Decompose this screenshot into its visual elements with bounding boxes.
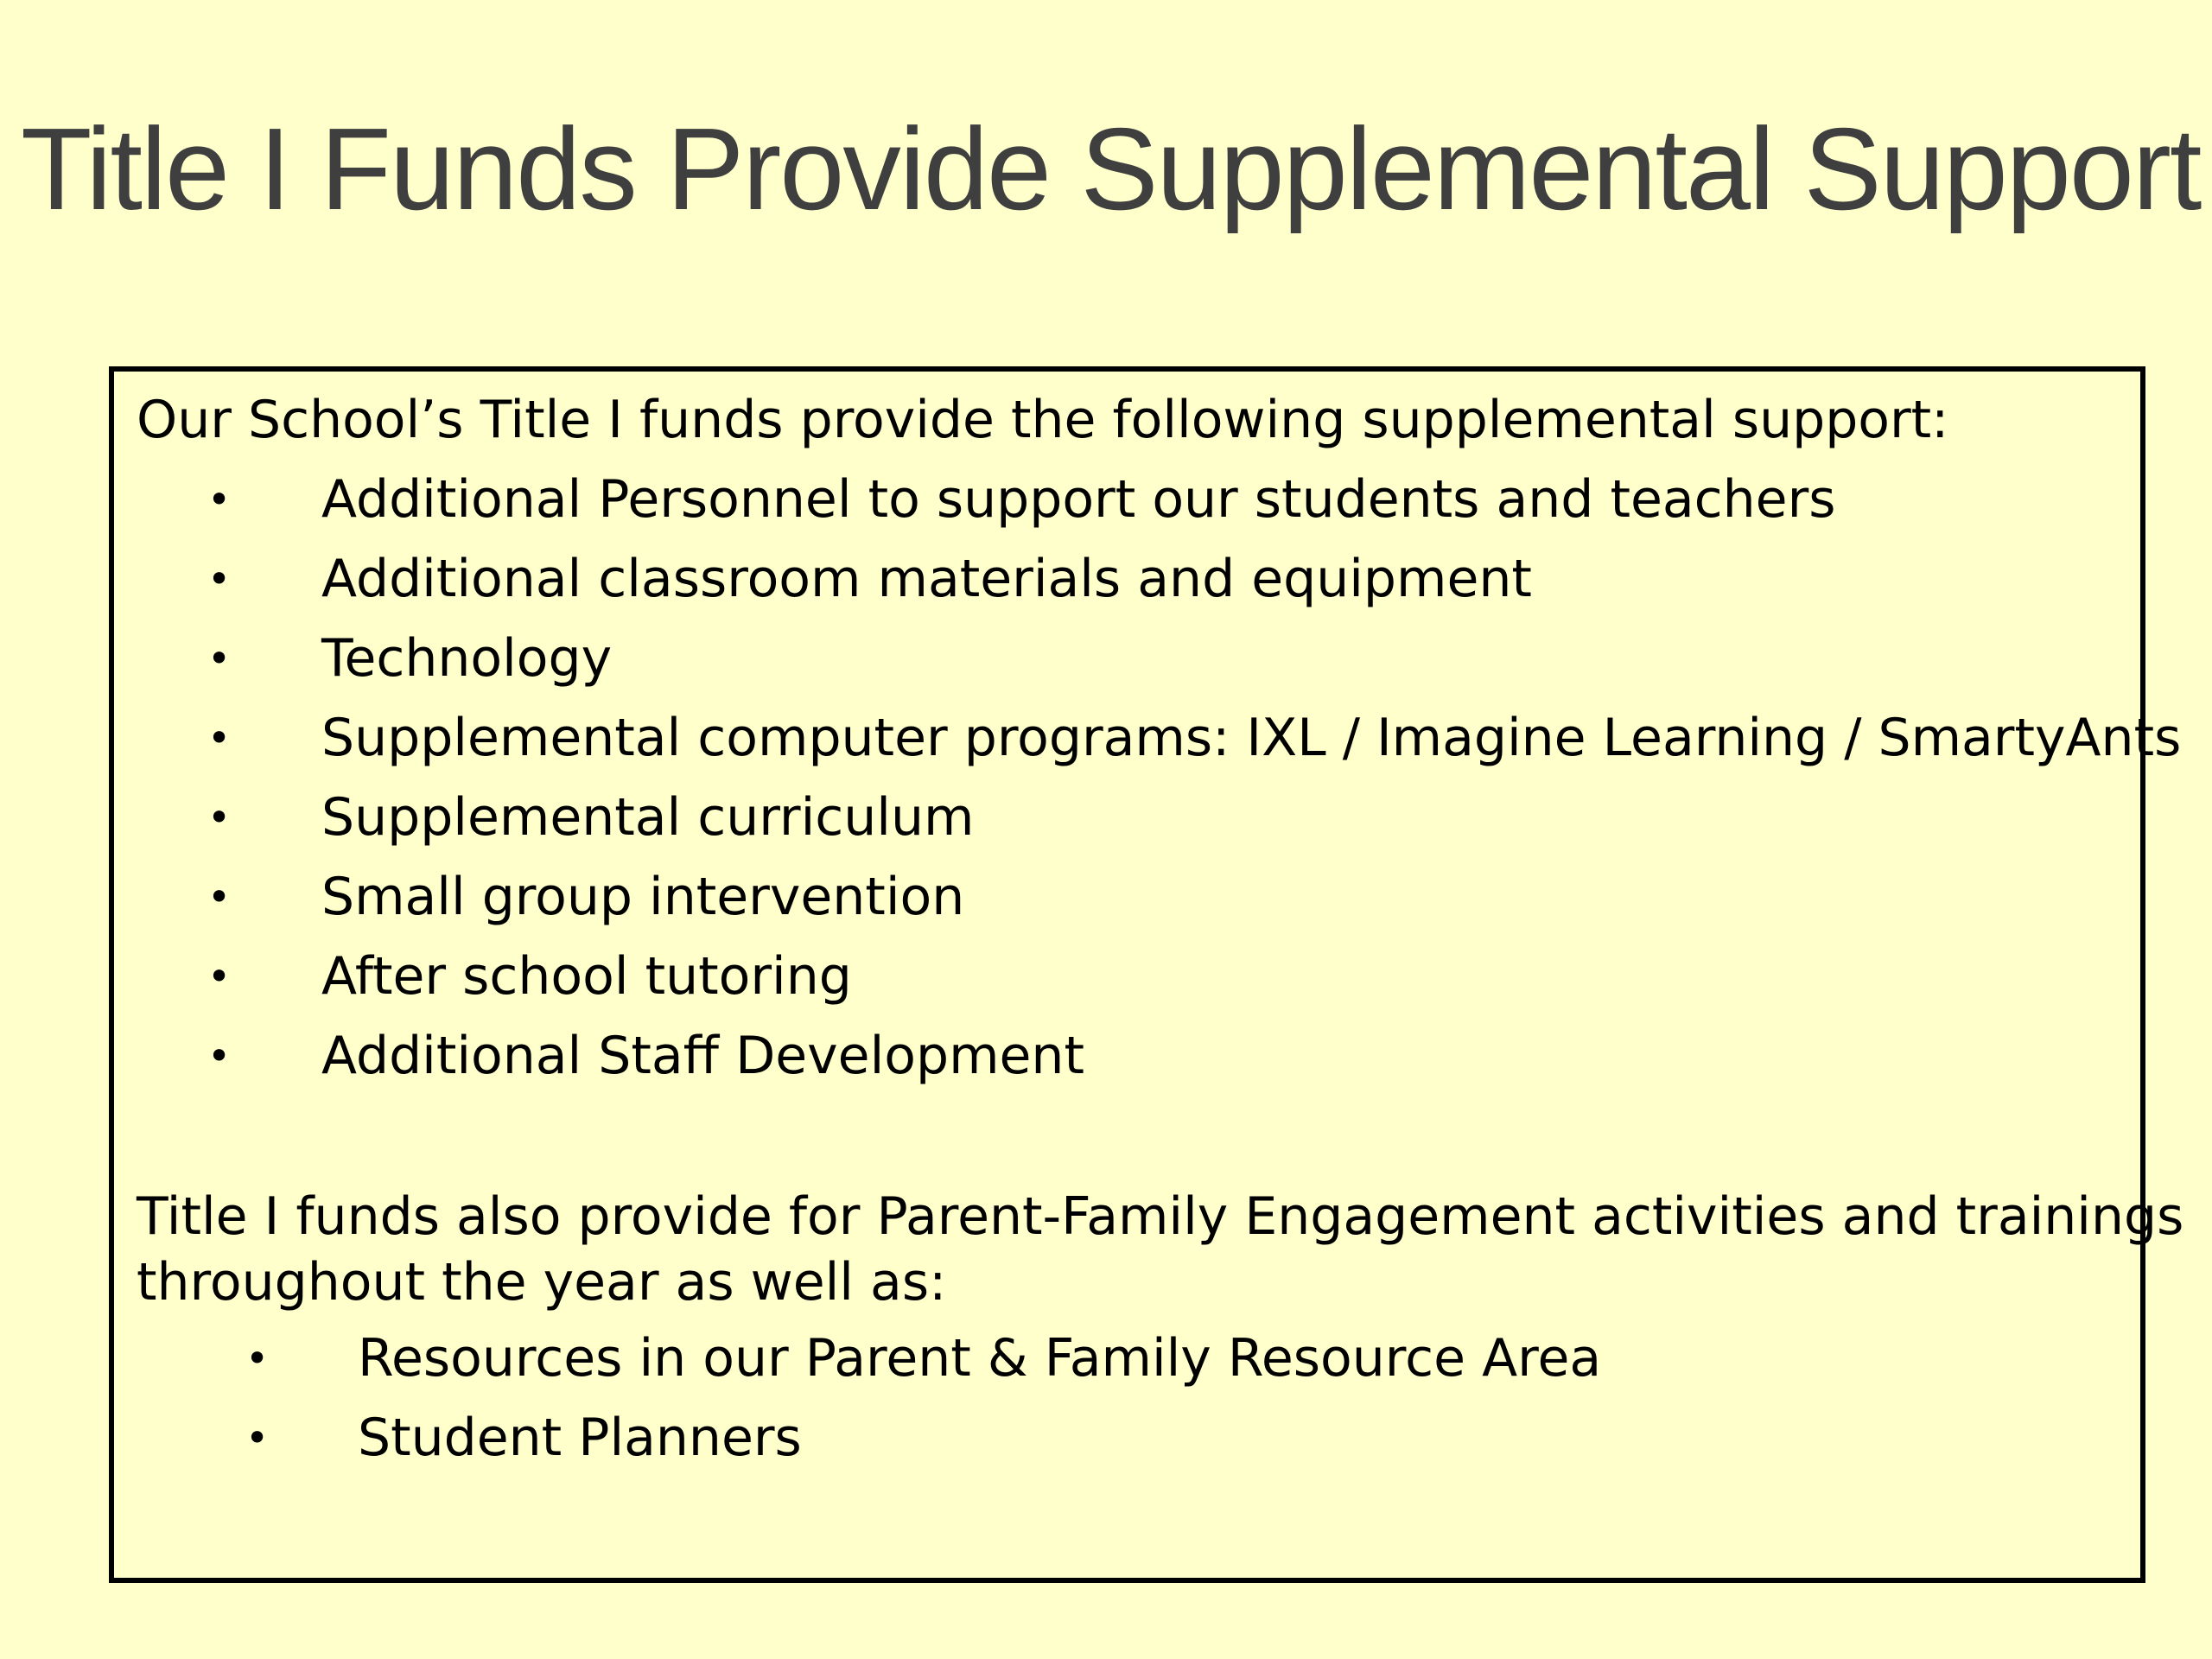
list-item-text: Resources in our Parent & Family Resource Area	[358, 1328, 1602, 1389]
list-item-text: Small group intervention	[321, 867, 965, 927]
family-engagement-intro-line-2: throughout the year as well as:	[137, 1252, 947, 1313]
bullet-icon: •	[207, 794, 232, 841]
slide-title: Title I Funds Provide Supplemental Support	[21, 104, 2201, 234]
list-item-text: Additional classroom materials and equipment	[321, 549, 1532, 609]
content-box	[109, 366, 2184, 1583]
bullet-icon: •	[207, 953, 232, 1000]
list-item-text: Student Planners	[358, 1408, 802, 1468]
list-item-text: Additional Staff Development	[321, 1026, 1084, 1086]
list-item-text: Additional Personnel to support our students and teachers	[321, 469, 1836, 530]
bullet-icon: •	[207, 635, 232, 682]
list-item-text: Technology	[321, 628, 613, 689]
family-engagement-intro-line-1: Title I funds also provide for Parent-Family Engagement activities and trainings	[137, 1186, 2184, 1247]
list-item-text: Supplemental computer programs: IXL / Imagine Learning / SmartyAnts	[321, 708, 2182, 768]
family-engagement-intro	[137, 1184, 2183, 1315]
bullet-icon: •	[207, 715, 232, 761]
bullet-icon: •	[207, 1033, 232, 1079]
list-item-text: After school tutoring	[321, 946, 852, 1007]
bullet-icon: •	[207, 556, 232, 602]
supports-intro: Our School’s Title I funds provide the following supplemental support:	[137, 390, 1949, 450]
list-item-text: Supplemental curriculum	[321, 787, 975, 848]
bullet-icon: •	[207, 874, 232, 920]
bullet-icon: •	[207, 476, 232, 523]
bullet-icon: •	[245, 1414, 270, 1461]
bullet-icon: •	[245, 1335, 270, 1382]
